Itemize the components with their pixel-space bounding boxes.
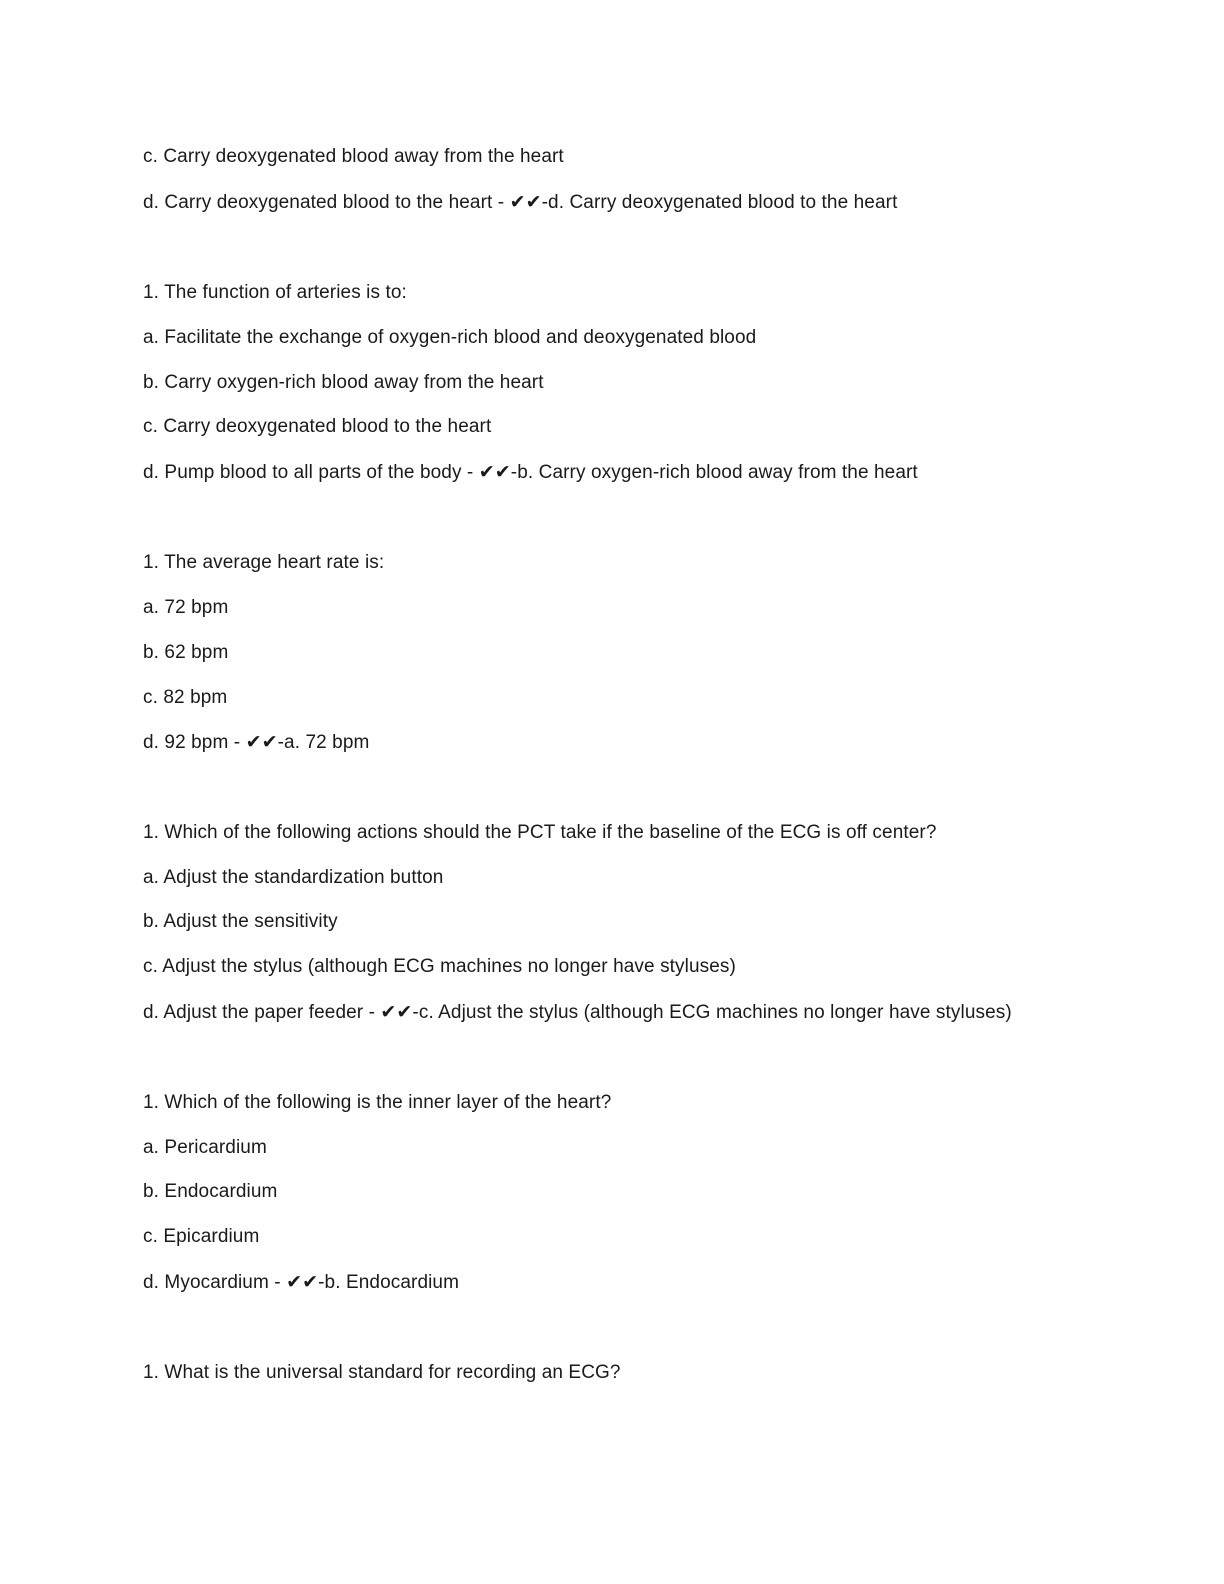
option-c: c. Carry deoxygenated blood away from the heart (143, 146, 564, 167)
option-c: c. Carry deoxygenated blood to the heart (143, 416, 492, 437)
question-ecg-baseline: 1. Which of the following actions should the PCT take if the baseline of the ECG is off center? (143, 822, 937, 843)
question-inner-layer: 1. Which of the following is the inner layer of the heart? (143, 1092, 612, 1113)
option-d-with-answer: d. 92 bpm - ✔✔-a. 72 bpm (143, 732, 370, 753)
option-a: a. Adjust the standardization button (143, 867, 444, 888)
question-heart-rate: 1. The average heart rate is: (143, 552, 385, 573)
question-ecg-standard: 1. What is the universal standard for recording an ECG? (143, 1362, 621, 1383)
option-d-with-answer: d. Carry deoxygenated blood to the heart - ✔✔-d. Carry deoxygenated blood to the heart (143, 192, 898, 213)
option-b: b. Endocardium (143, 1181, 278, 1202)
option-a: a. Facilitate the exchange of oxygen-rich blood and deoxygenated blood (143, 327, 757, 348)
option-a: a. 72 bpm (143, 597, 229, 618)
option-d-with-answer: d. Myocardium - ✔✔-b. Endocardium (143, 1272, 460, 1293)
option-c: c. 82 bpm (143, 687, 228, 708)
option-c: c. Adjust the stylus (although ECG machines no longer have styluses) (143, 956, 736, 977)
option-d-with-answer: d. Pump blood to all parts of the body - ✔✔-b. Carry oxygen-rich blood away from the heart (143, 462, 918, 483)
option-c: c. Epicardium (143, 1226, 260, 1247)
option-a: a. Pericardium (143, 1137, 267, 1158)
option-b: b. 62 bpm (143, 642, 229, 663)
option-d-with-answer: d. Adjust the paper feeder - ✔✔-c. Adjust the stylus (although ECG machines no longer have styluses) (143, 1002, 1012, 1023)
option-b: b. Adjust the sensitivity (143, 911, 338, 932)
option-b: b. Carry oxygen-rich blood away from the heart (143, 372, 544, 393)
question-arteries: 1. The function of arteries is to: (143, 282, 407, 303)
